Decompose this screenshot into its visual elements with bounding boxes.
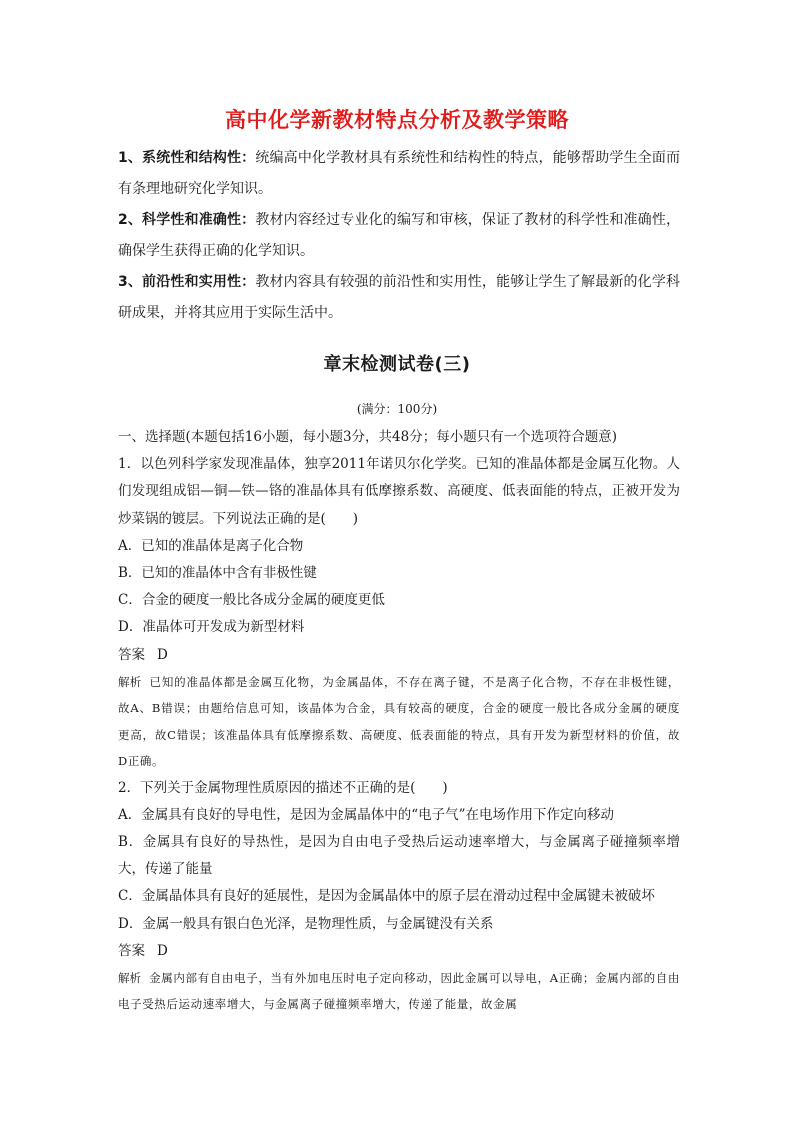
intro-item-lead: 2、科学性和准确性：	[118, 212, 256, 228]
intro-item-text: 教材内容具有较强的前沿性和实用性，能够让学生了解最新的化学科研成果，并将其应用于实际生活中。	[118, 274, 680, 321]
question-option: B．金属具有良好的导热性，是因为自由电子受热后运动速率增大，与金属离子碰撞频率增大，传递了能量	[118, 834, 680, 878]
intro-item	[118, 267, 680, 329]
question-option: D．金属一般具有银白色光泽，是物理性质，与金属键没有关系	[118, 915, 494, 932]
answer-label: 答案	[118, 646, 145, 663]
question-option: A．金属具有良好的导电性，是因为金属晶体中的“电子气”在电场作用下作定向移动	[118, 806, 615, 823]
intro-item	[118, 143, 680, 205]
section-heading: 一、选择题(本题包括16小题，每小题3分，共48分；每小题只有一个选项符合题意)	[118, 429, 617, 445]
question-stem: 2．下列关于金属物理性质原因的描述不正确的是( )	[118, 779, 448, 796]
intro-section	[118, 143, 680, 329]
question-option: A．已知的准晶体是离子化合物	[118, 537, 304, 554]
analysis-block	[118, 669, 680, 775]
question-option: C．金属晶体具有良好的延展性，是因为金属晶体中的原子层在滑动过程中金属键未被破坏	[118, 888, 655, 905]
intro-item-text: 统编高中化学教材具有系统性和结构性的特点，能够帮助学生全面而有条理地研究化学知识。	[118, 150, 680, 197]
question-1	[118, 451, 680, 774]
question-stem: 1．以色列科学家发现准晶体，独享2011年诺贝尔化学奖。已知的准晶体都是金属互化物。人们发现组成铝—铜—铁—铬的准晶体具有低摩擦系数、高硬度、低表面能的特点，正被开发为炒菜锅的镀层。下列说法正确的是( )	[118, 456, 680, 527]
analysis-block	[118, 965, 680, 1018]
analysis-text: 已知的准晶体都是金属互化物，为金属晶体，不存在离子键，不是离子化合物，不存在非极性键，故A、B错误；由题给信息可知，该晶体为合金，具有较高的硬度，合金的硬度一般比各成分金属的硬度更高，故C错误；该准晶体具有低摩擦系数、高硬度、低表面能的特点，具有开发为新型材料的价值，故D正确。	[118, 674, 681, 769]
exam-title: 章末检测试卷(三)	[323, 354, 471, 375]
answer-value: D	[157, 942, 168, 959]
answer-value: D	[157, 646, 168, 663]
answer-line	[118, 938, 680, 965]
question-option: C．合金的硬度一般比各成分金属的硬度更低	[118, 592, 385, 609]
exam-score: (满分：100分)	[356, 402, 438, 416]
question-option: B．已知的准晶体中含有非极性键	[118, 565, 317, 582]
question-option: D．准晶体可开发成为新型材料	[118, 619, 305, 636]
exam-content	[118, 424, 680, 1018]
answer-line	[118, 642, 680, 669]
analysis-label: 解析	[118, 674, 142, 689]
analysis-text: 金属内部有自由电子，当有外加电压时电子定向移动，因此金属可以导电，A正确；金属内部的自由电子受热后运动速率增大，与金属离子碰撞频率增大，传递了能量，故金属	[118, 970, 681, 1012]
answer-label: 答案	[118, 942, 145, 959]
intro-item-lead: 1、系统性和结构性：	[118, 150, 256, 166]
analysis-label: 解析	[118, 970, 142, 985]
intro-item	[118, 205, 680, 267]
intro-item-lead: 3、前沿性和实用性：	[118, 274, 256, 290]
question-2	[118, 775, 680, 1018]
header-title: 高中化学新教材特点分析及教学策略	[225, 108, 569, 132]
intro-item-text: 教材内容经过专业化的编写和审核，保证了教材的科学性和准确性，确保学生获得正确的化学知识。	[118, 212, 680, 259]
